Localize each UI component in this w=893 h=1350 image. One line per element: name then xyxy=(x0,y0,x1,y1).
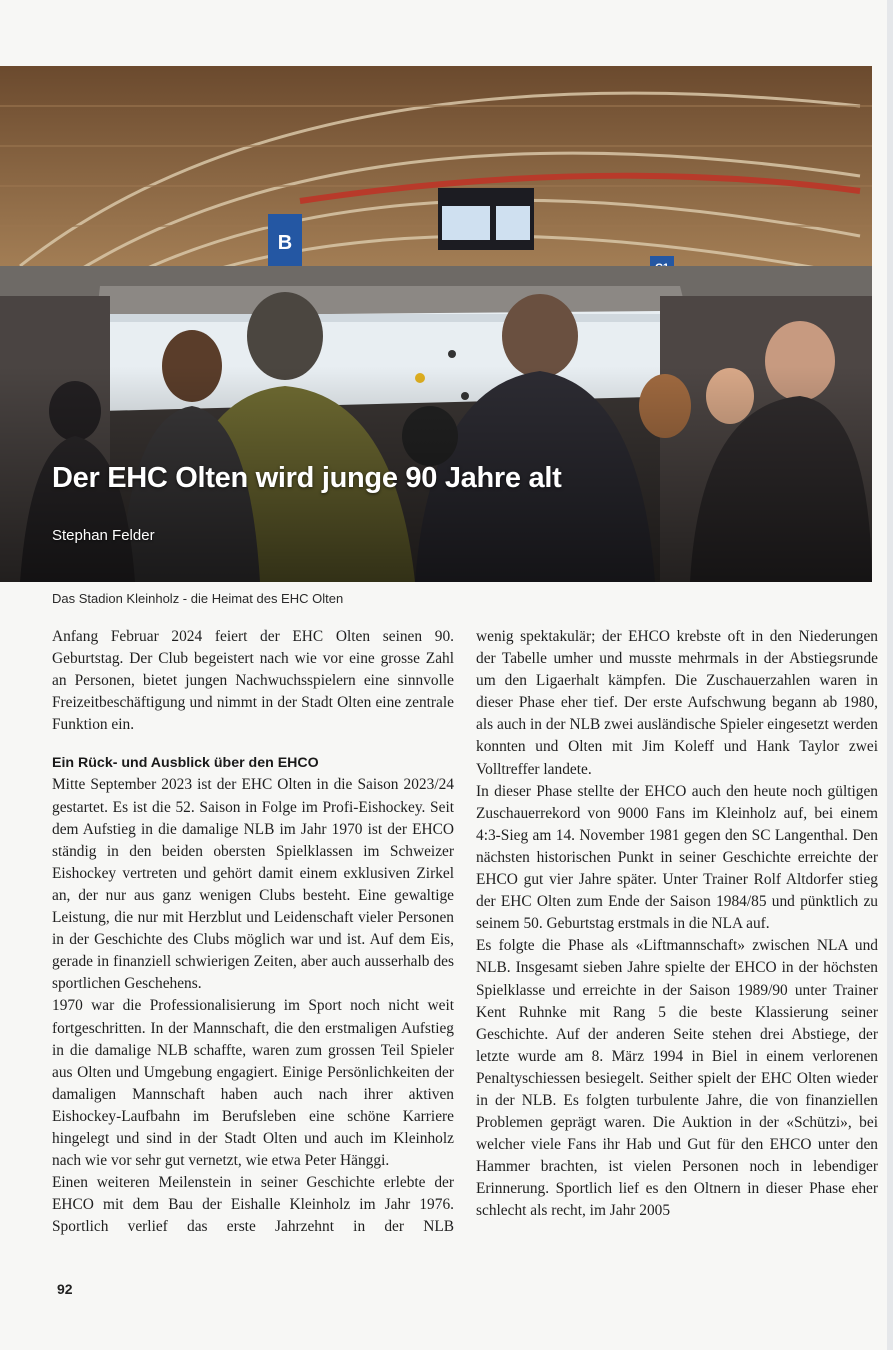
text-column-right xyxy=(476,626,878,1223)
body-paragraph: 1970 war die Professionalisierung im Sport noch nicht weit fortgeschritten. In der Mannschaft, die den erstmaligen Aufstieg in die damalige NLB schaffte, waren zum grossen Teil Spieler aus Olten und Umgebung engagiert. Einige Persönlichkeiten der damaligen Mannschaft haben auch nach ihrer aktiven Eishockey-Laufbahn im Berufsleben eine schöne Karriere hingelegt und sind in der Stadt Olten und auch im Kleinholz nach wie vor sehr gut vernetzt, wie etwa Peter Hänggi. xyxy=(52,997,454,1170)
section-heading: Ein Rück- und Ausblick über den EHCO xyxy=(52,755,319,772)
page-number: 92 xyxy=(57,1281,73,1297)
body-paragraph-continued: wenig spektakulär; der EHCO krebste oft in den Niederungen der Tabelle umher und musste mehrmals in der Abstiegsrunde um den Ligaerhalt kämpfen. Die Zuschauerzahlen waren in dieser Phase eher tief. Der erste Aufschwung begann ab 1980, als auch in der NLB zwei ausländische Spieler eingesetzt werden konnten und Olten mit Jim Koleff und Hank Taylor zwei Volltreffer landete. xyxy=(476,628,878,778)
page-edge xyxy=(887,0,893,1350)
author-name: Stephan Felder xyxy=(52,527,155,544)
text-column-left xyxy=(52,626,454,1238)
body-paragraph: In dieser Phase stellte der EHCO auch den heute noch gültigen Zuschauerrekord von 9000 Fans im Kleinholz auf, bei einem 4:3-Sieg am 14. November 1981 gegen den SC Langenthal. Den nächsten historischen Punkt in seiner Geschichte erreichte der EHCO gut vier Jahre später. Unter Trainer Rolf Altdorfer stieg der EHC Olten zum Ende der Saison 1984/85 und pünktlich zu seinem 50. Geburtstag erstmals in die NLA auf. xyxy=(476,782,878,933)
body-paragraph: Mitte September 2023 ist der EHC Olten in die Saison 2023/24 gestartet. Es ist die 52. Saison in Folge im Profi-Eishockey. Seit dem Aufstieg in die damalige NLB im Jahr 1970 ist der EHCO ständig in den beiden obersten Spielklassen im Schweizer Eishockey vertreten und gehört damit einem exklusiven Zirkel an, der nur aus ganz wenigen Clubs besteht. Eine gewaltige Leistung, die nur mit Herzblut und Leidenschaft vieler Personen in der Geschichte des Clubs möglich war und ist. Auf dem Eis, gerade in finanziell schwierigen Zeiten, aber auch ausserhalb des sportlichen Geschehens. xyxy=(52,776,454,993)
stadium-photo xyxy=(0,66,872,582)
body-paragraph: Es folgte die Phase als «Liftmannschaft» zwischen NLA und NLB. Insgesamt sieben Jahre spielte der EHCO in der höchsten Spielklasse und erreichte in der Saison 1989/90 unter Trainer Kent Ruhnke mit Rang 5 die beste Klassierung seiner Geschichte. Auf der anderen Seite stehen drei Abstiege, der letzte wurde am 8. März 1994 in Biel in einem verlorenen Penaltyschiessen besiegelt. Seither spielt der EHC Olten wieder in der NLB. Es folgten turbulente Jahre, die von finanziellen Problemen geprägt waren. Die Auktion in der «Schützi», bei welcher viele Fans ihr Hab und Gut für den EHCO unter den Hammer brachten, ist vielen Personen noch in lebendiger Erinnerung. Sportlich lief es den Oltnern in dieser Phase eher schlecht als recht, im Jahr 2005 xyxy=(476,937,878,1220)
intro-paragraph: Anfang Februar 2024 feiert der EHC Olten seinen 90. Geburtstag. Der Club begeistert nach wie vor eine grosse Zahl an Personen, bietet jungen Nachwuchsspielern eine sinnvolle Freizeitbeschäftigung und nimmt in der Stadt Olten eine zentrale Funktion ein. xyxy=(52,628,454,734)
sector-b-label: B xyxy=(277,232,293,254)
photo-caption: Das Stadion Kleinholz - die Heimat des EHC Olten xyxy=(52,591,344,606)
article-title: Der EHC Olten wird junge 90 Jahre alt xyxy=(52,462,562,494)
body-paragraph: Einen weiteren Meilenstein in seiner Geschichte erlebte der EHCO mit dem Bau der Eishalle Kleinholz im Jahr 1976. Sportlich verlief das erste Jahrzehnt in der NLB xyxy=(52,1174,454,1236)
